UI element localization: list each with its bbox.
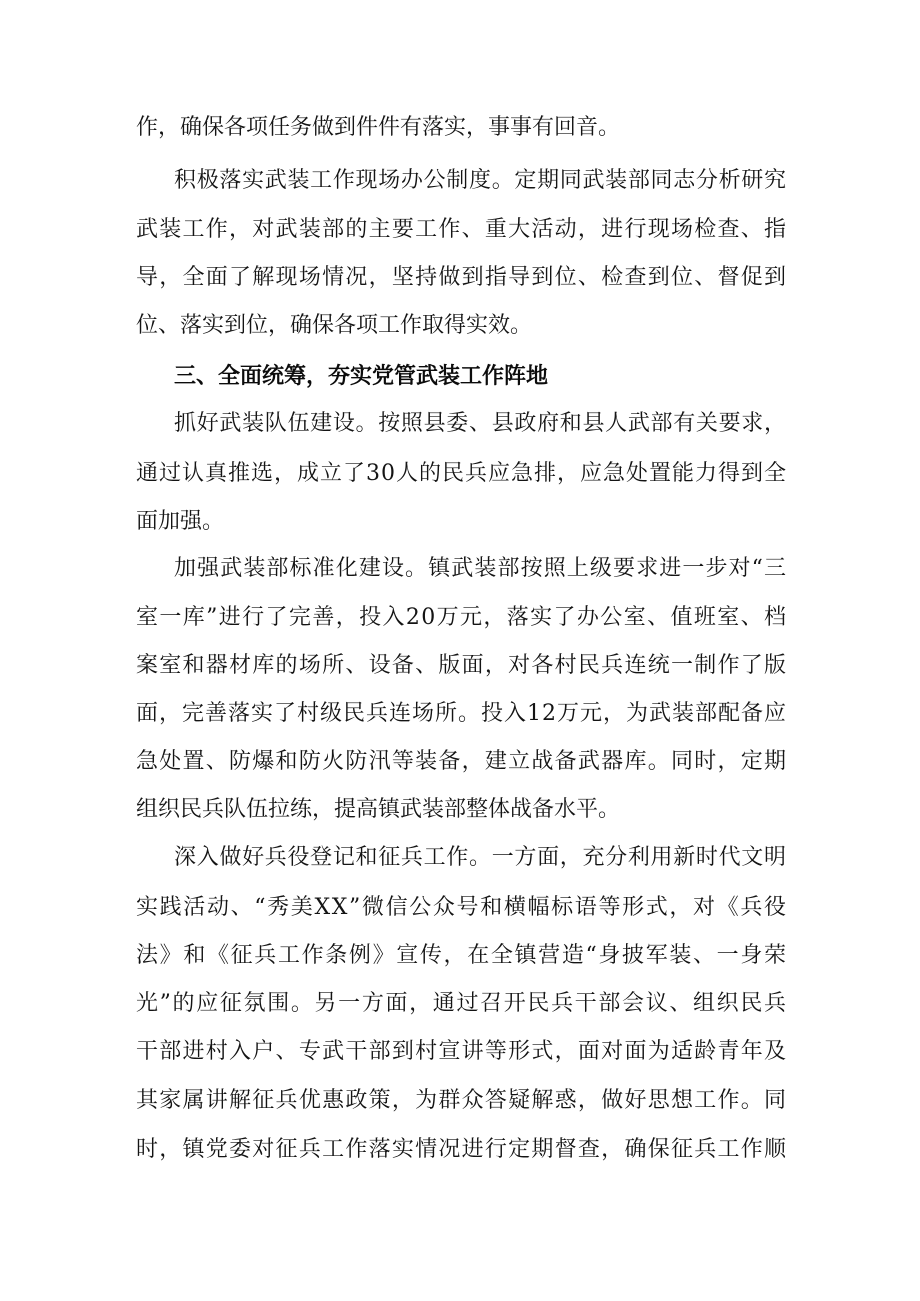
paragraph-first-line [0,402,920,446]
line-text: 武装工作，对武装部的主要工作、重大活动，进行现场检查、指 [136,217,788,242]
line-text: 其家属讲解征兵优惠政策，为群众答疑解惑，做好思想工作。同 [136,1088,788,1113]
text-line [0,788,920,832]
line-text: 面，完善落实了村级民兵连场所。投入12万元，为武装部配备应 [136,701,787,726]
line-text: 导，全面了解现场情况，坚持做到指导到位、检查到位、督促到 [136,265,788,290]
text-line [0,934,920,978]
text-line [0,1030,920,1074]
line-text: 组织民兵队伍拉练，提高镇武装部整体战备水平。 [136,797,621,822]
text-line [0,1128,920,1172]
text-line [0,1079,920,1123]
line-text: 急处置、防爆和防火防汛等装备，建立战备武器库。同时，定期 [136,749,788,774]
text-line [0,886,920,930]
line-text: 作，确保各项任务做到件件有落实，事事有回音。 [136,115,621,140]
line-text: 通过认真推选，成立了30人的民兵应急排，应急处置能力得到全 [136,461,787,486]
text-line [0,500,920,544]
text-line [0,106,920,150]
text-line [0,304,920,348]
line-text: 深入做好兵役登记和征兵工作。一方面，充分利用新时代文明 [174,845,787,870]
text-line [0,740,920,784]
line-text: 面加强。 [136,509,225,534]
text-line [0,644,920,688]
line-text: 抓好武装队伍建设。按照县委、县政府和县人武部有关要求， [174,411,787,436]
text-line [0,452,920,496]
section-heading [0,355,920,399]
text-line [0,982,920,1026]
heading-text: 三、全面统筹，夯实党管武装工作阵地 [174,364,549,389]
paragraph-first-line [0,836,920,880]
paragraph-first-line [0,159,920,203]
text-line [0,596,920,640]
text-line [0,692,920,736]
line-text: 加强武装部标准化建设。镇武装部按照上级要求进一步对“三 [174,556,788,581]
paragraph-first-line [0,547,920,591]
line-text: 光”的应征氛围。另一方面，通过召开民兵干部会议、组织民兵 [136,991,788,1016]
line-text: 法》和《征兵工作条例》宣传，在全镇营造“身披军装、一身荣 [136,943,788,968]
text-line [0,208,920,252]
text-line [0,256,920,300]
line-text: 实践活动、“秀美XX”微信公众号和横幅标语等形式，对《兵役 [136,895,788,920]
line-text: 案室和器材库的场所、设备、版面，对各村民兵连统一制作了版 [136,653,788,678]
line-text: 室一库”进行了完善，投入20万元，落实了办公室、值班室、档 [136,605,788,630]
line-text: 干部进村入户、专武干部到村宣讲等形式，面对面为适龄青年及 [136,1039,788,1064]
line-text: 积极落实武装工作现场办公制度。定期同武装部同志分析研究 [174,168,787,193]
line-text: 位、落实到位，确保各项工作取得实效。 [136,313,533,338]
line-text: 时，镇党委对征兵工作落实情况进行定期督查，确保征兵工作顺 [136,1137,788,1162]
